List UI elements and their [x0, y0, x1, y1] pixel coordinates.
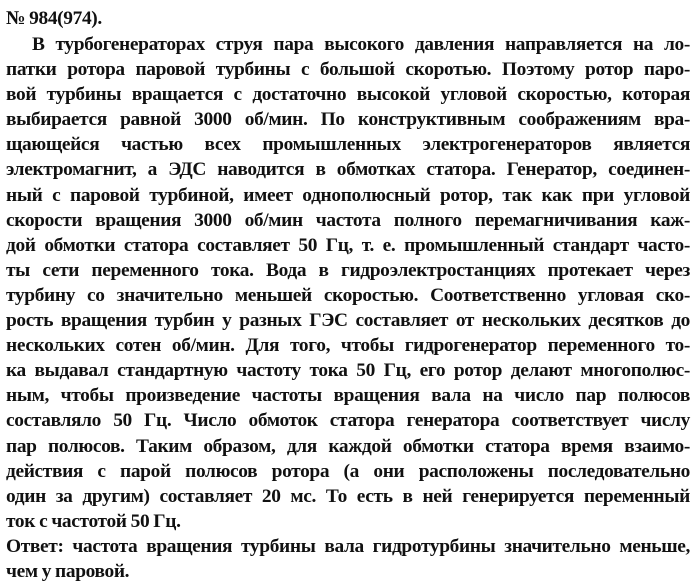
- text-line: выбирается равной 3000 об/мин. По конструктивным соображениям вра-: [6, 109, 690, 131]
- text-line: турбину со значительно меньшей скоростью. Соответственно угловая ско-: [6, 284, 690, 306]
- text-line: рость вращения турбин у разных ГЭС составляет от нескольких десятков до: [6, 310, 690, 332]
- text-line: ный с паровой турбиной, имеет однополюсный ротор, так как при угловой: [6, 184, 690, 206]
- text-line: вой турбины вращается с достаточно высокой угловой скоростью, которая: [6, 84, 690, 106]
- text-line: электромагнит, а ЭДС наводится в обмотках статора. Генератор, соединен-: [6, 159, 690, 181]
- text-line: ты сети переменного тока. Вода в гидроэлектростанциях протекает через: [6, 259, 690, 281]
- text-line: действия с парой полюсов ротора (а они расположены последовательно: [6, 460, 690, 482]
- text-line: ным, чтобы произведение частоты вращения вала на число пар полюсов: [6, 385, 690, 407]
- text-line: патки ротора паровой турбины с большой скоротью. Поэтому ротор паро-: [6, 59, 690, 81]
- text-line: ток с частотой 50 Гц.: [6, 510, 181, 532]
- text-line: скорости вращения 3000 об/мин частота полного перемагничивания каж-: [6, 209, 690, 231]
- problem-number: № 984(974).: [6, 8, 102, 29]
- answer-text: [6, 534, 690, 584]
- answer-line: Ответ: частота вращения турбины вала гидротурбины значительно меньше,: [6, 535, 690, 557]
- problem-solution-text: [6, 32, 690, 534]
- text-line: нескольких сотен об/мин. Для того, чтобы гидрогенератор переменного то-: [6, 335, 690, 357]
- text-line: ка выдавал стандартную частоту тока 50 Гц, его ротор делают многополюс-: [6, 360, 690, 382]
- text-line: дой обмотки статора составляет 50 Гц, т. е. промышленный стандарт часто-: [6, 234, 690, 256]
- answer-line: чем у паровой.: [6, 560, 130, 582]
- text-line: один за другим) составляет 20 мс. То есть в ней генерируется переменный: [6, 485, 690, 507]
- text-line: В турбогенераторах струя пара высокого давления направляется на ло-: [32, 34, 690, 55]
- text-line: пар полюсов. Таким образом, для каждой обмотки статора время взаимо-: [6, 435, 690, 457]
- text-line: составляло 50 Гц. Число обмоток статора генератора соответствует числу: [6, 410, 690, 432]
- text-line: щающейся частью всех промышленных электрогенераторов является: [6, 134, 690, 156]
